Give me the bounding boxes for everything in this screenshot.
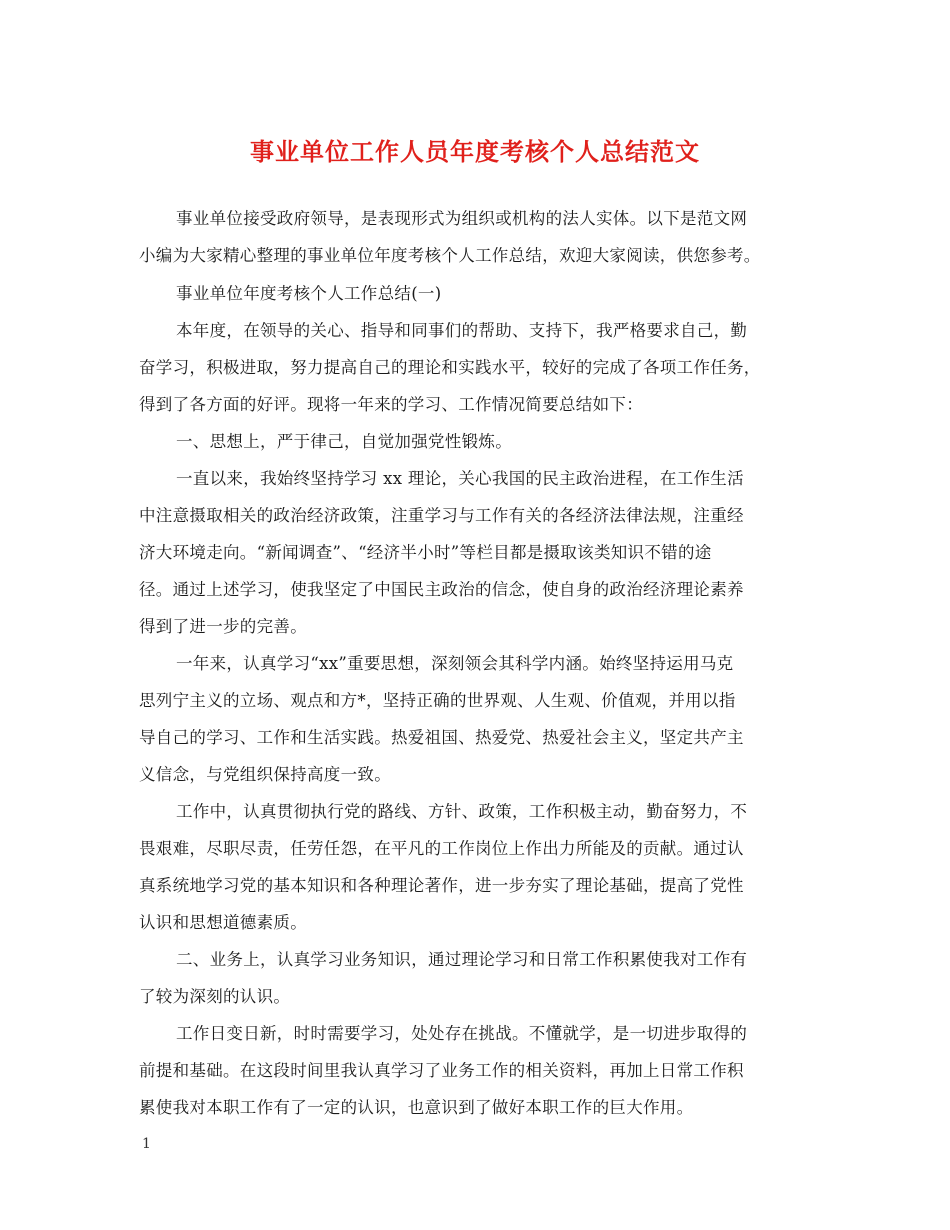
text-line: 了较为深刻的认识。	[139, 987, 291, 1006]
section-heading: 事业单位年度考核个人工作总结(一)	[176, 284, 442, 303]
section-heading: 一、思想上，严于律己，自觉加强党性锻炼。	[176, 432, 512, 451]
text-line: 奋学习，积极进取，努力提高自己的理论和实践水平，较好的完成了各项工作任务，	[139, 358, 761, 377]
document-title: 事业单位工作人员年度考核个人总结范文	[250, 137, 700, 166]
text-line: 中注意摄取相关的政治经济政策，注重学习与工作有关的各经济法律法规，注重经	[139, 506, 744, 525]
text-line: 一年来，认真学习“xx”重要思想，深刻领会其科学内涵。始终坚持运用马克	[176, 654, 734, 673]
section-heading: 二、业务上，认真学习业务知识，通过理论学习和日常工作积累使我对工作有	[176, 950, 748, 969]
text-line: 导自己的学习、工作和生活实践。热爱祖国、热爱党、热爱社会主义，坚定共产主	[139, 728, 744, 747]
text-line: 本年度，在领导的关心、指导和同事们的帮助、支持下，我严格要求自己，勤	[176, 321, 748, 340]
text-line: 工作中，认真贯彻执行党的路线、方针、政策，工作积极主动，勤奋努力，不	[176, 802, 748, 821]
text-line: 思列宁主义的立场、观点和方*，坚持正确的世界观、人生观、价值观，并用以指	[139, 691, 736, 710]
text-line: 真系统地学习党的基本知识和各种理论著作，进一步夯实了理论基础，提高了党性	[139, 876, 744, 895]
text-line: 前提和基础。在这段时间里我认真学习了业务工作的相关资料，再加上日常工作积	[139, 1061, 744, 1080]
text-line: 认识和思想道德素质。	[139, 913, 307, 932]
text-line: 得到了各方面的好评。现将一年来的学习、工作情况简要总结如下：	[139, 395, 643, 414]
text-line: 事业单位接受政府领导，是表现形式为组织或机构的法人实体。以下是范文网	[176, 209, 748, 228]
text-line: 得到了进一步的完善。	[139, 617, 307, 636]
text-line: 累使我对本职工作有了一定的认识，也意识到了做好本职工作的巨大作用。	[139, 1098, 694, 1117]
text-line: 一直以来，我始终坚持学习 xx 理论，关心我国的民主政治进程，在工作生活	[176, 469, 744, 488]
text-line: 小编为大家精心整理的事业单位年度考核个人工作总结，欢迎大家阅读，供您参考。	[139, 246, 761, 265]
text-line: 径。通过上述学习，使我坚定了中国民主政治的信念，使自身的政治经济理论素养	[139, 580, 744, 599]
text-line: 畏艰难，尽职尽责，任劳任怨，在平凡的工作岗位上作出力所能及的贡献。通过认	[139, 839, 744, 858]
page-number: 1	[142, 1136, 151, 1152]
text-line: 济大环境走向。“新闻调查”、“经济半小时”等栏目都是摄取该类知识不错的途	[139, 543, 712, 562]
text-line: 工作日变日新，时时需要学习，处处存在挑战。不懂就学，是一切进步取得的	[176, 1024, 748, 1043]
text-line: 义信念，与党组织保持高度一致。	[139, 765, 391, 784]
